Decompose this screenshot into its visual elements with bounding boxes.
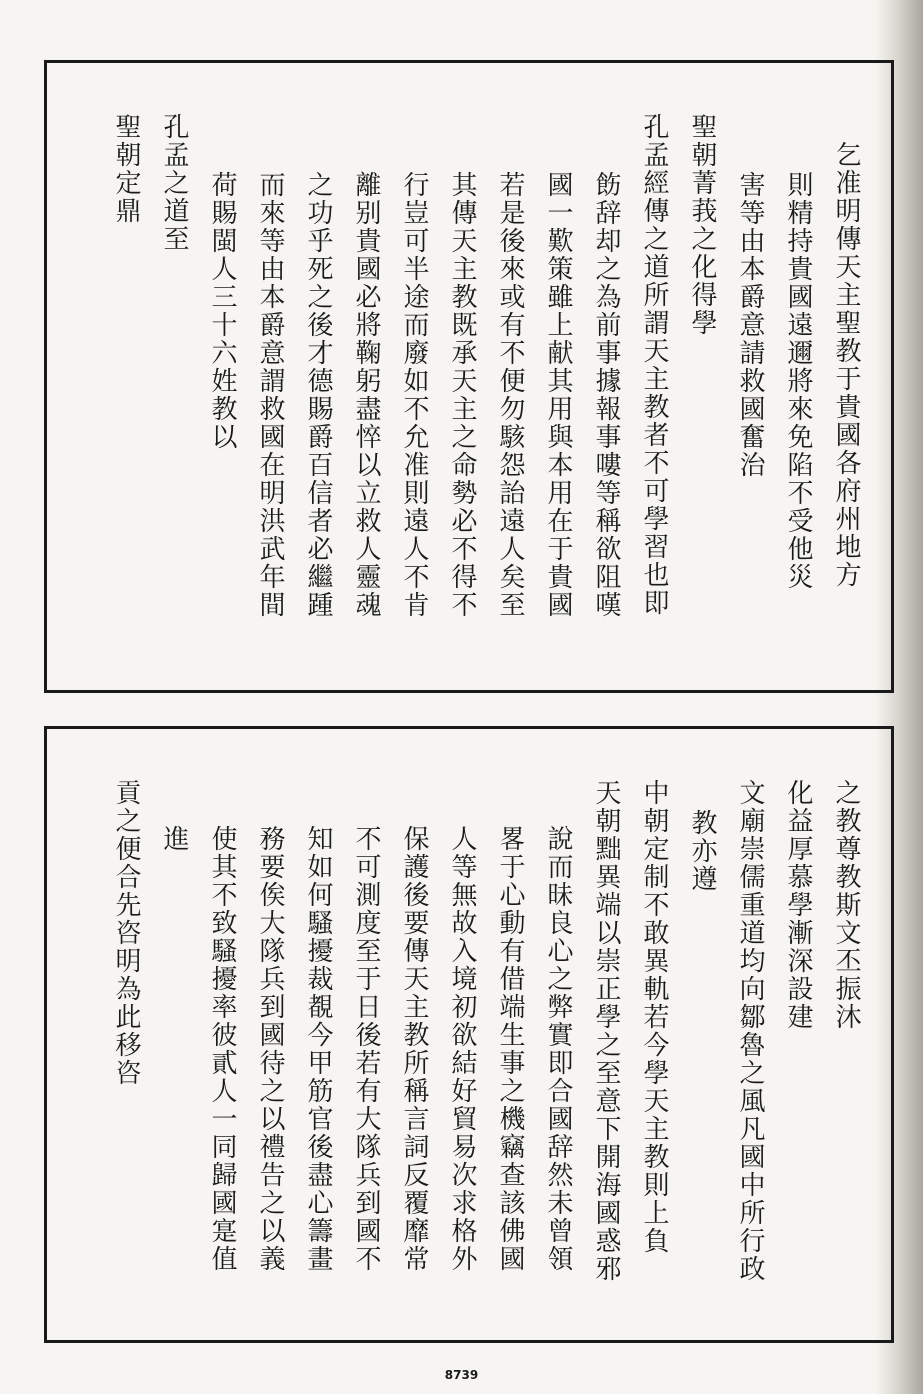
text-column: 飭辞却之為前事據報事嘍等稱欲阻嘆	[591, 171, 621, 619]
text-column: 行豈可半途而廢如不允准則遠人不肯	[399, 171, 429, 619]
text-column: 乞准明傳天主聖教于貴國各府州地方	[831, 141, 861, 589]
text-column: 而來等由本爵意謂救國在明洪武年間	[255, 171, 285, 619]
text-column: 國一歎策雖上献其用與本用在于貴國	[543, 171, 573, 619]
text-column: 聖朝菁莪之化得學	[687, 113, 717, 337]
text-column: 天朝黜異端以崇正學之至意下開海國惑邪	[591, 779, 621, 1283]
text-column: 說而昧良心之弊實即合國辞然未曾領	[543, 825, 573, 1273]
text-column: 離别貴國必將鞠躬盡悴以立救人靈魂	[351, 171, 381, 619]
text-column: 知如何騷擾裁覩今甲筋官後盡心籌畫	[303, 825, 333, 1273]
text-column: 其傳天主教既承天主之命勢必不得不	[447, 171, 477, 619]
top-document-panel	[44, 60, 894, 693]
text-column: 孔孟經傳之道所謂天主教者不可學習也即	[639, 113, 669, 617]
text-column: 中朝定制不敢異軌若今學天主教則上負	[639, 779, 669, 1255]
text-column: 保護後要傳天主教所稱言詞反覆靡常	[399, 825, 429, 1273]
text-column: 之教尊教斯文丕振沐	[831, 779, 861, 1031]
page-number: 8739	[444, 1368, 479, 1382]
text-column: 害等由本爵意請救國奮治	[735, 171, 765, 479]
bottom-document-panel	[44, 726, 894, 1343]
text-column: 孔孟之道至	[159, 113, 189, 253]
text-column: 務要俟大隊兵到國待之以禮告之以義	[255, 825, 285, 1273]
text-column: 文廟崇儒重道均向鄒魯之風凡國中所行政	[735, 779, 765, 1283]
text-column: 人等無故入境初欲結好貿易次求格外	[447, 825, 477, 1273]
text-column: 進	[159, 825, 189, 853]
text-column: 化益厚慕學漸深設建	[783, 779, 813, 1031]
text-column: 不可測度至于日後若有大隊兵到國不	[351, 825, 381, 1273]
text-column: 畧于心動有借端生事之機竊查該佛國	[495, 825, 525, 1273]
text-column: 若是後來或有不便勿駭怨詒遠人矣至	[495, 171, 525, 619]
text-column: 聖朝定鼎	[111, 113, 141, 225]
text-column: 之功乎死之後才德賜爵百信者必繼踵	[303, 171, 333, 619]
text-column: 貢之便合先咨明為此移咨	[111, 779, 141, 1087]
text-column: 教亦遵	[687, 809, 717, 893]
text-column: 則精持貴國遠邇將來免陷不受他災	[783, 171, 813, 591]
text-column: 荷賜閩人三十六姓教以	[207, 171, 237, 451]
text-column: 使其不致騷擾率彼貳人一同歸國寔值	[207, 825, 237, 1273]
